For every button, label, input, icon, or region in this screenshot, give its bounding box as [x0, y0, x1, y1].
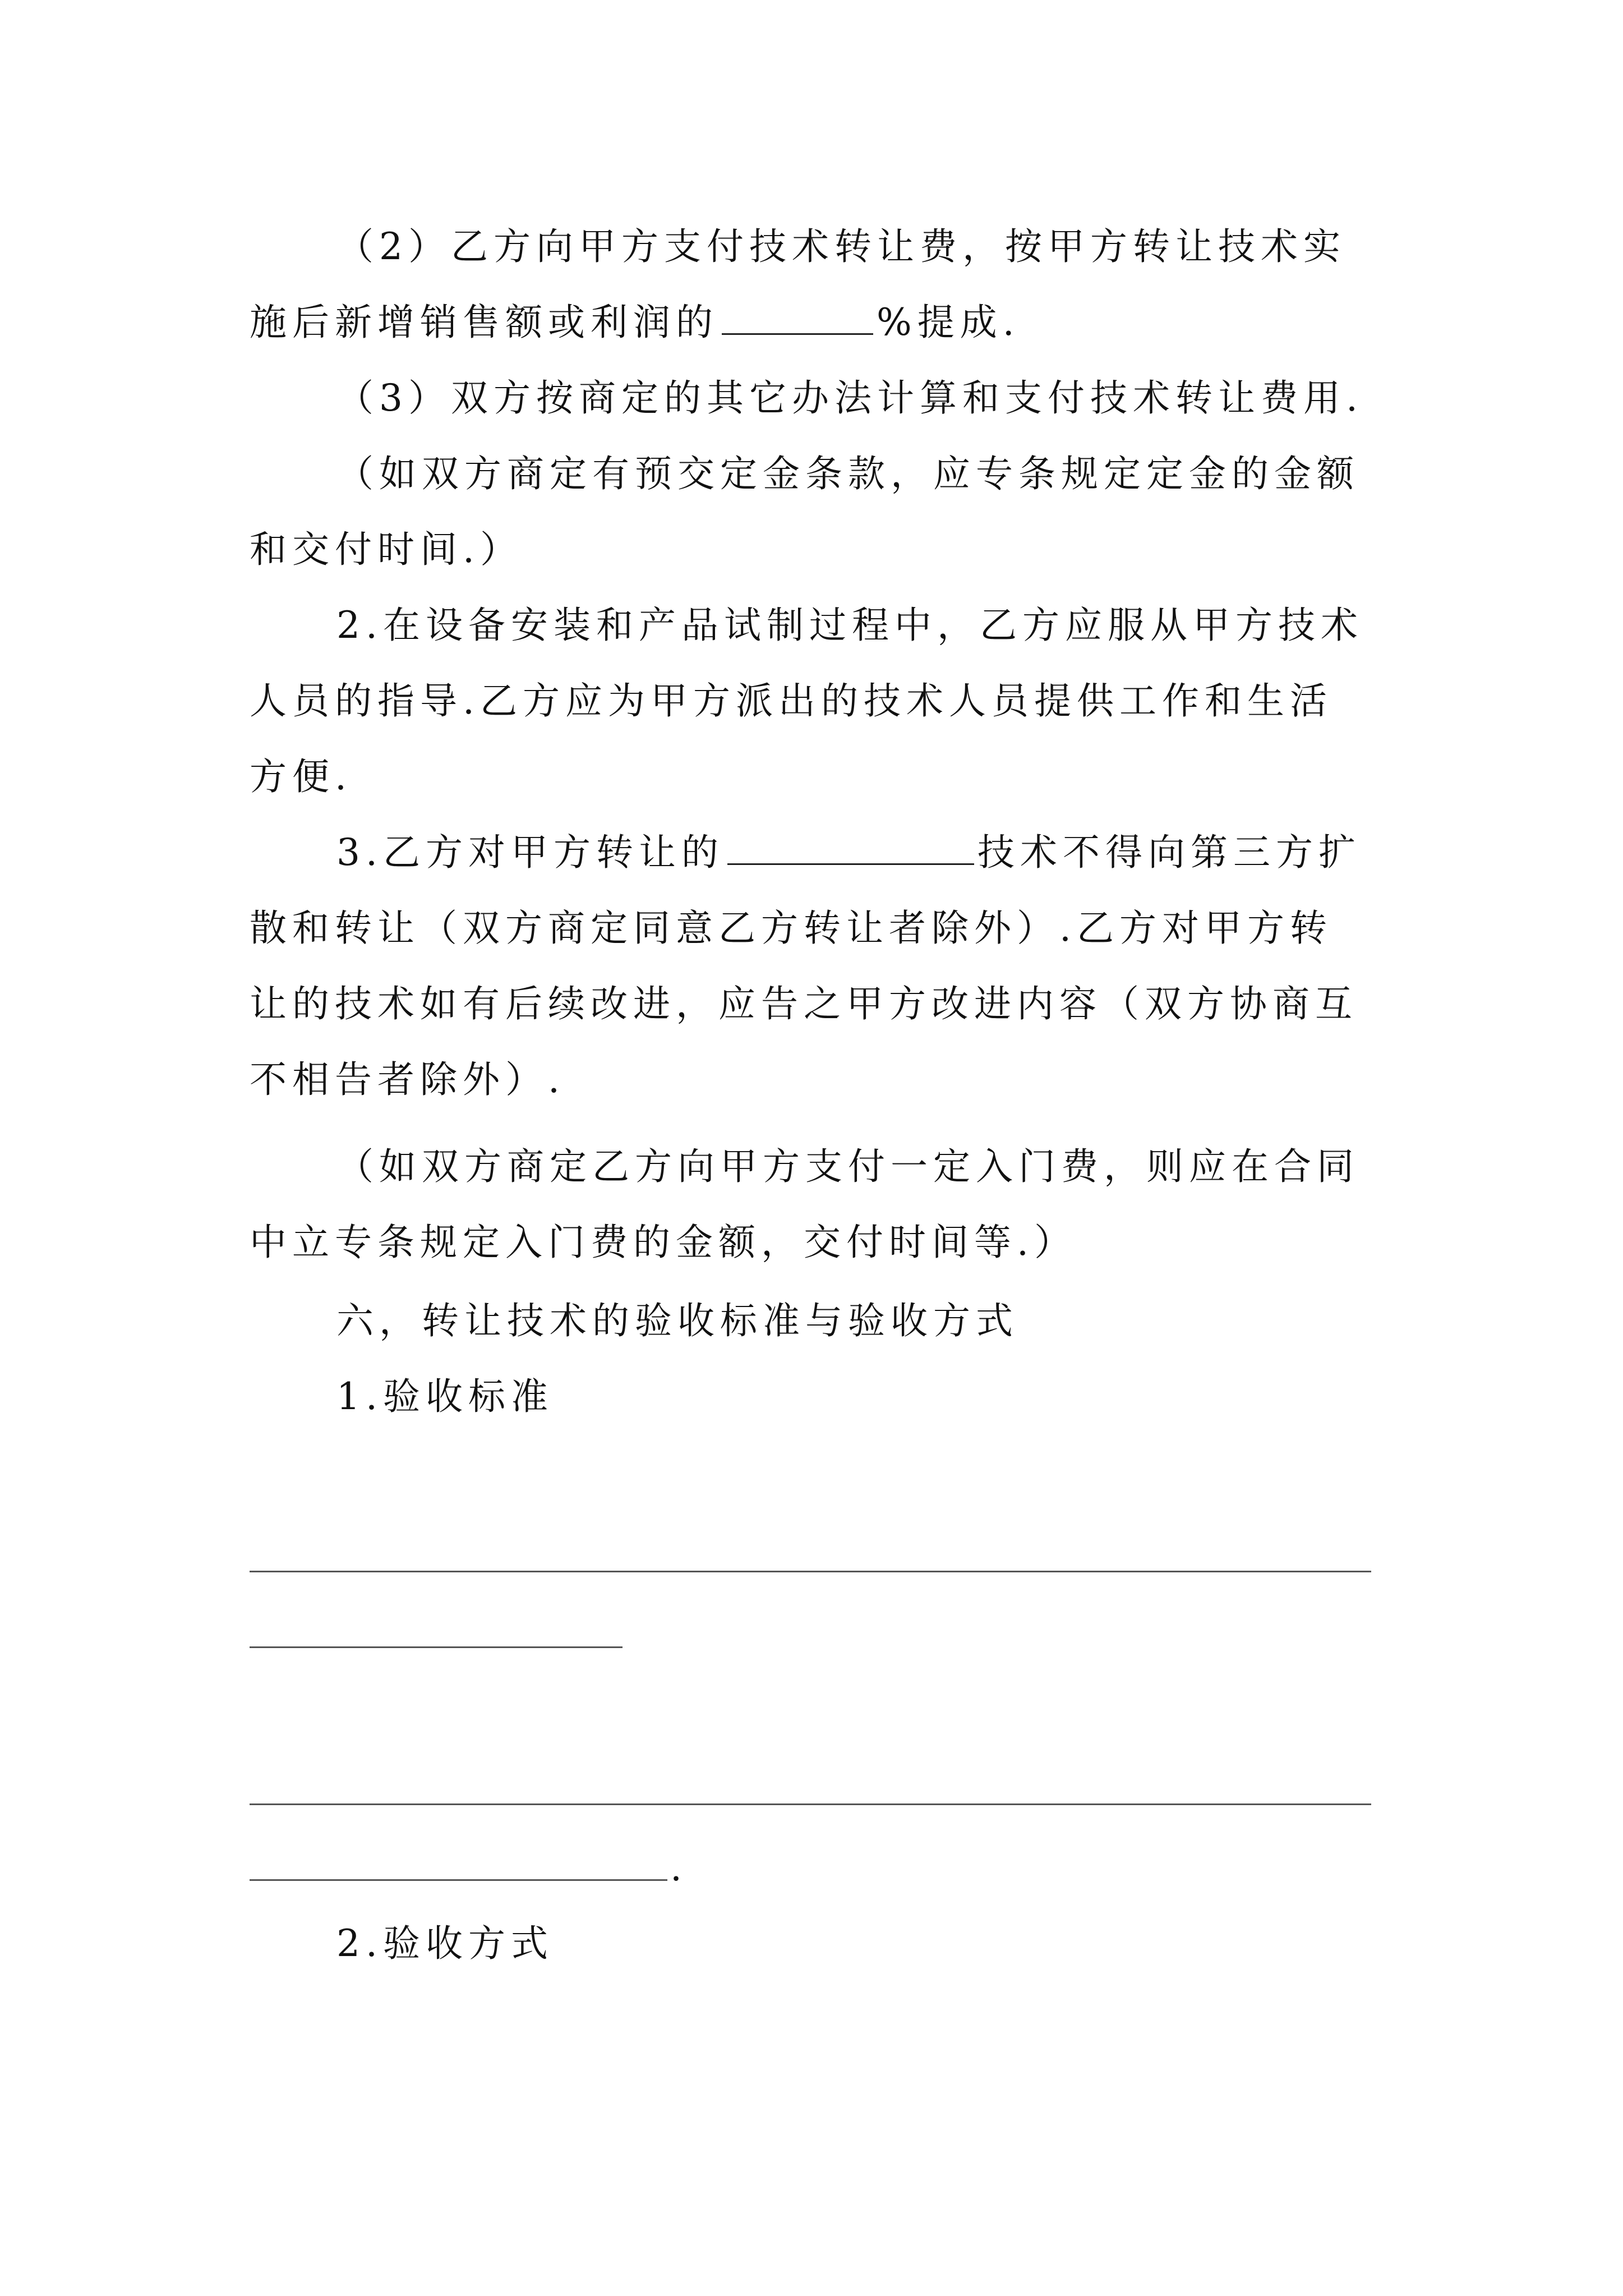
- text: 散和转让（双方商定同意乙方转让者除外）.乙方对甲方转: [250, 907, 1332, 950]
- subsection-heading: [336, 1372, 554, 1422]
- paragraph-line: [336, 827, 1361, 878]
- text: 不相告者除外）.: [250, 1058, 565, 1101]
- fill-in-blank[interactable]: [727, 829, 974, 865]
- text: （3）双方按商定的其它办法计算和支付技术转让费用.: [336, 376, 1363, 420]
- text: 3.乙方对甲方转让的: [336, 831, 724, 874]
- paragraph-line: [336, 373, 1363, 424]
- paragraph-line: [336, 449, 1359, 499]
- paragraph-line: [250, 524, 523, 575]
- paragraph-line: [250, 752, 352, 802]
- text: 六，转让技术的验收标准与验收方式: [336, 1299, 1018, 1342]
- period-mark: .: [670, 1846, 682, 1889]
- text: 2.在设备安装和产品试制过程中，乙方应服从甲方技术: [336, 604, 1363, 647]
- fill-in-rule[interactable]: [250, 1879, 667, 1881]
- paragraph-line: [250, 1055, 565, 1105]
- text: 技术不得向第三方扩: [977, 831, 1361, 874]
- paragraph-line: [336, 1142, 1359, 1192]
- text: （2）乙方向甲方支付技术转让费，按甲方转让技术实: [336, 225, 1346, 268]
- text: 2.验收方式: [336, 1922, 554, 1965]
- fill-in-rule[interactable]: [250, 1571, 1371, 1572]
- paragraph-line: [250, 903, 1332, 954]
- text: 让的技术如有后续改进，应告之甲方改进内容（双方协商互: [250, 982, 1358, 1025]
- paragraph-line: [336, 600, 1363, 651]
- subsection-heading: [336, 1918, 554, 1969]
- text: （如双方商定有预交定金条款，应专条规定定金的金额: [336, 452, 1359, 495]
- text: 中立专条规定入门费的金额，交付时间等.）: [250, 1221, 1077, 1264]
- fill-in-blank[interactable]: [722, 298, 873, 335]
- paragraph-line: [250, 297, 1020, 348]
- paragraph-line: [250, 676, 1332, 726]
- text: %提成.: [877, 301, 1020, 344]
- text: 方便.: [250, 755, 352, 798]
- text: 和交付时间.）: [250, 528, 523, 571]
- paragraph-line: [250, 1217, 1077, 1268]
- paragraph-line: [336, 222, 1346, 272]
- text: 1.验收标准: [336, 1375, 554, 1418]
- text: 施后新增销售额或利润的: [250, 301, 718, 344]
- text: （如双方商定乙方向甲方支付一定入门费，则应在合同: [336, 1145, 1359, 1188]
- section-heading: [336, 1296, 1018, 1346]
- paragraph-line: [250, 979, 1358, 1029]
- text: 人员的指导.乙方应为甲方派出的技术人员提供工作和生活: [250, 679, 1332, 723]
- fill-in-rule[interactable]: [250, 1803, 1371, 1805]
- fill-in-rule[interactable]: [250, 1646, 623, 1648]
